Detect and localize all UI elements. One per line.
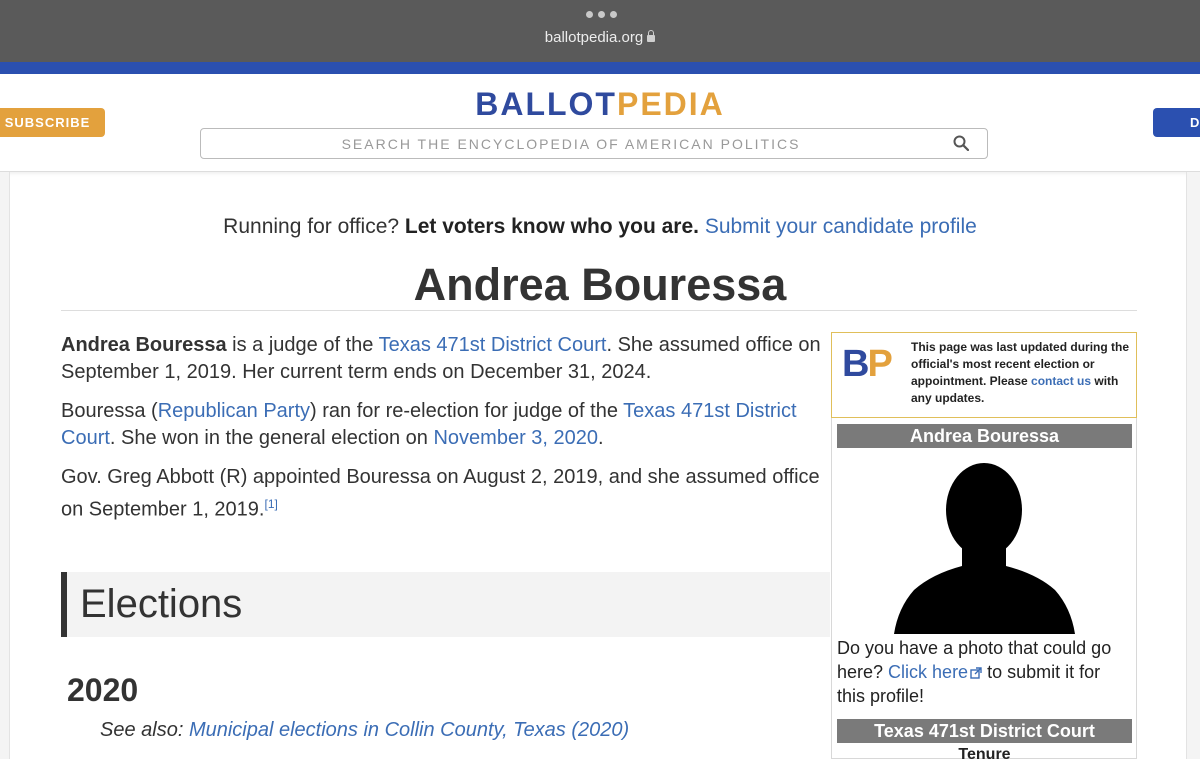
election-date-link[interactable]: November 3, 2020 <box>433 427 599 449</box>
logo-pedia-text: PEDIA <box>616 86 725 122</box>
person-silhouette-icon <box>892 462 1077 634</box>
bp-logo-b: B <box>842 343 868 385</box>
subscribe-button[interactable]: SUBSCRIBE <box>0 108 105 137</box>
court-link[interactable]: Texas 471st District Court <box>378 334 607 356</box>
banner-bold-text: Let voters know who you are. <box>404 215 699 238</box>
article-body <box>61 332 821 536</box>
external-link-icon <box>970 667 982 679</box>
lock-icon <box>647 35 655 42</box>
candidate-banner <box>0 215 1200 239</box>
title-divider <box>61 310 1137 311</box>
update-notice <box>831 332 1137 418</box>
appointment-paragraph <box>61 464 821 524</box>
text-span: to submit it for this profile! <box>837 662 1101 706</box>
see-also <box>100 719 629 742</box>
text-span: is a judge of the <box>226 334 379 356</box>
ballotpedia-logo[interactable] <box>0 86 1200 123</box>
url-text: ballotpedia.org <box>544 29 644 46</box>
address-bar[interactable] <box>0 29 1200 46</box>
banner-prefix: Running for office? <box>223 215 405 238</box>
text-span: Bouressa ( <box>61 400 158 422</box>
see-also-label: See also: <box>100 719 189 741</box>
text-span: . She won in the general election on <box>109 427 434 449</box>
search-placeholder: SEARCH THE ENCYCLOPEDIA OF AMERICAN POLITICS <box>341 136 801 152</box>
infobox-name-header: Andrea Bouressa <box>837 424 1132 448</box>
text-span: ) ran for re-election for judge of the <box>310 400 624 422</box>
text-span: This page was last updated during the official's most recent election or appointment. Please <box>911 340 1130 388</box>
see-also-link[interactable]: Municipal elections in Collin County, Texas (2020) <box>188 719 630 741</box>
text-span: with any updates. <box>911 374 1119 405</box>
search-icon[interactable] <box>953 135 969 151</box>
intro-paragraph <box>61 332 821 386</box>
court-link[interactable]: Texas 471st District Court <box>61 400 797 449</box>
search-input[interactable] <box>200 128 988 159</box>
site-header <box>0 74 1200 172</box>
bp-logo <box>842 343 891 386</box>
subject-name: Andrea Bouressa <box>61 334 227 356</box>
infobox-court-header: Texas 471st District Court <box>837 719 1132 743</box>
reference-link[interactable]: [1] <box>264 497 278 511</box>
bp-logo-p: P <box>867 343 891 385</box>
text-span: . She assumed office on September 1, 2019. Her current term ends on December 31, 2024. <box>61 334 821 383</box>
text-span: Gov. Greg Abbott (R) appointed Bouressa on August 2, 2019, and she assumed office on September 1, 2019. <box>61 466 820 521</box>
contact-us-link[interactable]: contact us <box>1031 374 1092 388</box>
election-paragraph <box>61 398 821 452</box>
text-span: Do you have a photo that could go here? <box>837 638 1112 682</box>
top-accent-bar <box>0 62 1200 74</box>
notice-text <box>911 339 1133 407</box>
text-span: . <box>598 427 604 449</box>
elections-heading-text: Elections <box>80 582 243 626</box>
year-heading: 2020 <box>67 672 139 708</box>
browser-chrome <box>0 0 1200 62</box>
photo-request-text <box>837 636 1132 708</box>
page-title: Andrea Bouressa <box>413 259 787 310</box>
elections-section-heading <box>61 572 830 637</box>
infobox <box>831 418 1137 759</box>
submit-profile-link[interactable]: Submit your candidate profile <box>704 215 977 238</box>
more-options-icon[interactable] <box>586 11 617 18</box>
party-link[interactable]: Republican Party <box>157 400 311 422</box>
click-here-link[interactable]: Click here <box>888 662 969 682</box>
tenure-label: Tenure <box>958 746 1011 759</box>
logo-ballot-text: BALLOT <box>475 86 617 122</box>
donate-button[interactable]: D <box>1153 108 1200 137</box>
